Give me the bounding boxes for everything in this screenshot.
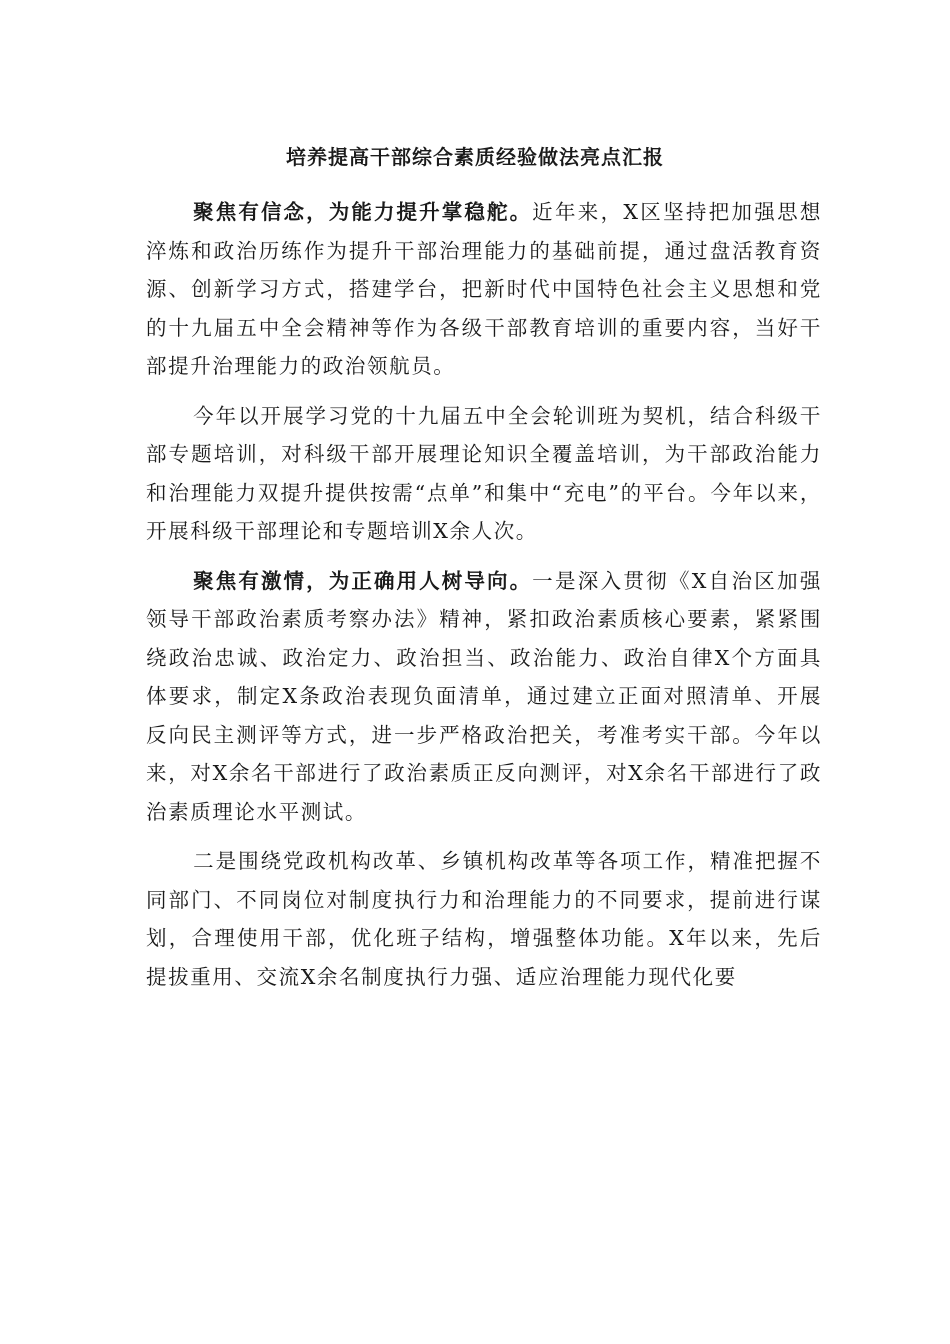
paragraph-text: 近年来，X区坚持把加强思想淬炼和政治历练作为提升干部治理能力的基础前提，通过盘活教育资源、创新学习方式，搭建学台，把新时代中国特色社会主义思想和党的十九届五中全会精神等作为各级干部教育培训的重要内容，当好干部提升治理能力的政治领航员。 xyxy=(146,200,822,378)
paragraph-3 xyxy=(146,562,822,832)
paragraph-text: 今年以开展学习党的十九届五中全会轮训班为契机，结合科级干部专题培训，对科级干部开展理论知识全覆盖培训，为干部政治能力和治理能力双提升提供按需“点单”和集中“充电”的平台。今年以来，开展科级干部理论和专题培训X余人次。 xyxy=(146,403,822,543)
paragraph-text: 一是深入贯彻《X自治区加强领导干部政治素质考察办法》精神，紧扣政治素质核心要素，紧紧围绕政治忠诚、政治定力、政治担当、政治能力、政治自律X个方面具体要求，制定X条政治表现负面清单，通过建立正面对照清单、开展反向民主测评等方式，进一步严格政治把关，考准考实干部。今年以来，对X余名干部进行了政治素质正反向测评，对X余名干部进行了政治素质理论水平测试。 xyxy=(146,568,822,824)
document-body xyxy=(146,193,822,1007)
document-title: 培养提高干部综合素质经验做法亮点汇报 xyxy=(286,145,664,169)
paragraph-4 xyxy=(146,842,822,996)
paragraph-1 xyxy=(146,193,822,386)
paragraph-2 xyxy=(146,397,822,551)
paragraph-lead: 聚焦有信念，为能力提升掌稳舵。 xyxy=(193,200,533,224)
paragraph-text: 二是围绕党政机构改革、乡镇机构改革等各项工作，精准把握不同部门、不同岗位对制度执行力和治理能力的不同要求，提前进行谋划，合理使用干部，优化班子结构，增强整体功能。X年以来，先后提拔重用、交流X余名制度执行力强、适应治理能力现代化要 xyxy=(146,849,822,989)
paragraph-lead: 聚焦有激情，为正确用人树导向。 xyxy=(193,568,533,593)
